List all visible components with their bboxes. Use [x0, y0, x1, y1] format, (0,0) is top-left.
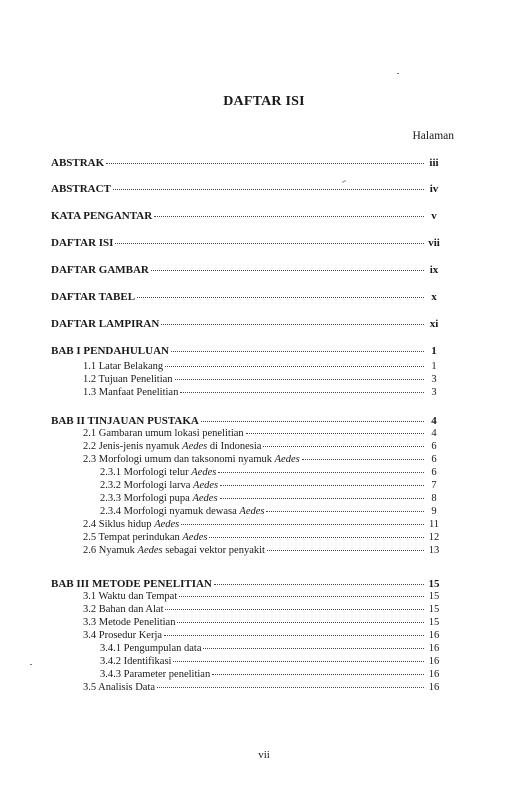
toc-entry-page: 11 [428, 519, 440, 530]
toc-entry [51, 264, 441, 276]
dot-leader [302, 458, 424, 460]
toc-entry [83, 361, 441, 373]
toc-entry-page: 4 [431, 415, 437, 427]
toc-entry-label: 1.1 Latar Belakang [83, 361, 164, 372]
toc-entry-label: DAFTAR LAMPIRAN [51, 318, 160, 330]
toc-entry-label: ABSTRACT [51, 183, 111, 195]
toc-entry-label: 2.3 Morfologi umum dan taksonomi nyamuk Aedes [83, 454, 300, 465]
page-title: DAFTAR ISI [223, 94, 305, 109]
dot-leader [220, 484, 424, 486]
toc-entry [83, 682, 441, 694]
toc-entry-page: 8 [431, 493, 437, 504]
scan-speck [397, 73, 399, 74]
toc-entry-page: 16 [428, 643, 440, 654]
toc-entry [83, 532, 441, 544]
toc-entry-label: 2.5 Tempat perindukan Aedes [83, 532, 208, 543]
toc-entry-label: 3.4.1 Pengumpulan data [100, 643, 202, 654]
toc-entry-page: 6 [431, 467, 437, 478]
toc-entry-page: 15 [428, 578, 440, 590]
toc-entry-page: 13 [428, 545, 440, 556]
toc-entry-page: 15 [428, 617, 440, 628]
toc-entry-label: BAB II TINJAUAN PUSTAKA [51, 415, 199, 427]
toc-entry [51, 318, 441, 330]
toc-entry-page: 12 [428, 532, 440, 543]
dot-leader [113, 188, 424, 190]
toc-entry-label: 3.4.3 Parameter penelitian [100, 669, 211, 680]
toc-entry [51, 291, 441, 303]
dot-leader [220, 497, 424, 499]
toc-entry-label: DAFTAR GAMBAR [51, 264, 149, 276]
toc-entry [100, 480, 441, 492]
dot-leader [214, 583, 424, 585]
toc-entry-label: 3.2 Bahan dan Alat [83, 604, 164, 615]
toc-entry [83, 545, 441, 557]
toc-entry-page: 3 [431, 387, 437, 398]
dot-leader [180, 391, 424, 393]
toc-entry-page: x [431, 291, 437, 303]
toc-entry-page: 6 [431, 454, 437, 465]
toc-entry-label: 2.3.2 Morfologi larva Aedes [100, 480, 219, 491]
toc-entry-label: 3.1 Waktu dan Tempat [83, 591, 178, 602]
toc-entry [100, 669, 441, 681]
toc-entry [51, 415, 441, 427]
toc-entry [83, 604, 441, 616]
toc-entry-page: 16 [428, 669, 440, 680]
dot-leader [161, 323, 424, 325]
dot-leader [165, 365, 424, 367]
toc-entry-label: 2.1 Gambaran umum lokasi penelitian [83, 428, 244, 439]
dot-leader [246, 432, 424, 434]
toc-entry-page: 1 [431, 345, 437, 357]
toc-entry-label: 3.5 Analisis Data [83, 682, 156, 693]
toc-entry [83, 454, 441, 466]
dot-leader [267, 549, 424, 551]
toc-entry [51, 237, 441, 249]
toc-entry-label: 1.3 Manfaat Penelitian [83, 387, 179, 398]
dot-leader [165, 608, 424, 610]
toc-entry-label: BAB III METODE PENELITIAN [51, 578, 212, 590]
toc-entry-label: DAFTAR TABEL [51, 291, 136, 303]
dot-leader [263, 445, 424, 447]
toc-entry-label: 1.2 Tujuan Penelitian [83, 374, 173, 385]
toc-entry-label: BAB I PENDAHULUAN [51, 345, 169, 357]
toc-entry-label: 2.6 Nyamuk Aedes sebagai vektor penyakit [83, 545, 265, 556]
dot-leader [173, 660, 424, 662]
toc-entry-page: 6 [431, 441, 437, 452]
toc-entry [51, 345, 441, 357]
dot-leader [181, 523, 424, 525]
dot-leader [203, 647, 424, 649]
dot-leader [137, 296, 424, 298]
scan-speck [30, 664, 32, 665]
toc-entry [83, 441, 441, 453]
toc-entry-label: 2.2 Jenis-jenis nyamuk Aedes di Indonesia [83, 441, 262, 452]
toc-entry-page: ix [429, 264, 439, 276]
footer-page-number: vii [258, 749, 270, 761]
toc-entry-page: iv [429, 183, 439, 195]
dot-leader [154, 215, 424, 217]
dot-leader [179, 595, 424, 597]
dot-leader [209, 536, 424, 538]
dot-leader [151, 269, 424, 271]
toc-entry [100, 506, 441, 518]
dot-leader [201, 420, 424, 422]
toc-entry-label: DAFTAR ISI [51, 237, 114, 249]
dot-leader [171, 350, 424, 352]
toc-entry [100, 493, 441, 505]
toc-entry [100, 467, 441, 479]
toc-entry [51, 210, 441, 222]
toc-entry [51, 578, 441, 590]
toc-entry [100, 643, 441, 655]
toc-entry-page: 9 [431, 506, 437, 517]
toc-entry-page: 4 [431, 428, 437, 439]
toc-entry [51, 157, 441, 169]
toc-entry-page: 16 [428, 630, 440, 641]
dot-leader [106, 162, 424, 164]
toc-entry-label: 2.3.4 Morfologi nyamuk dewasa Aedes [100, 506, 265, 517]
toc-entry [83, 630, 441, 642]
toc-entry-page: vii [428, 237, 440, 249]
dot-leader [218, 471, 424, 473]
dot-leader [115, 242, 424, 244]
toc-entry-label: KATA PENGANTAR [51, 210, 153, 222]
toc-entry [83, 387, 441, 399]
toc-entry [83, 591, 441, 603]
toc-entry [83, 617, 441, 629]
toc-entry-page: iii [429, 157, 439, 169]
toc-entry-label: 2.3.3 Morfologi pupa Aedes [100, 493, 218, 504]
page-column-label: Halaman [412, 130, 454, 142]
toc-entry [100, 656, 441, 668]
toc-entry-page: 15 [428, 604, 440, 615]
toc-entry-page: 15 [428, 591, 440, 602]
toc-entry-label: ABSTRAK [51, 157, 105, 169]
toc-entry [83, 428, 441, 440]
toc-entry-page: 1 [431, 361, 437, 372]
dot-leader [266, 510, 424, 512]
toc-entry [51, 183, 441, 195]
toc-entry-page: xi [429, 318, 439, 330]
dot-leader [212, 673, 424, 675]
toc-entry-page: 7 [431, 480, 437, 491]
dot-leader [164, 634, 424, 636]
dot-leader [177, 621, 424, 623]
toc-entry-page: 16 [428, 656, 440, 667]
toc-entry-label: 3.4.2 Identifikasi [100, 656, 172, 667]
toc-entry-label: 2.3.1 Morfologi telur Aedes [100, 467, 217, 478]
toc-entry [83, 519, 441, 531]
dot-leader [157, 686, 424, 688]
toc-entry [83, 374, 441, 386]
toc-entry-page: v [431, 210, 437, 222]
toc-entry-page: 3 [431, 374, 437, 385]
toc-entry-label: 3.3 Metode Penelitian [83, 617, 176, 628]
dot-leader [175, 378, 424, 380]
toc-entry-page: 16 [428, 682, 440, 693]
toc-entry-label: 2.4 Siklus hidup Aedes [83, 519, 180, 530]
toc-entry-label: 3.4 Prosedur Kerja [83, 630, 163, 641]
